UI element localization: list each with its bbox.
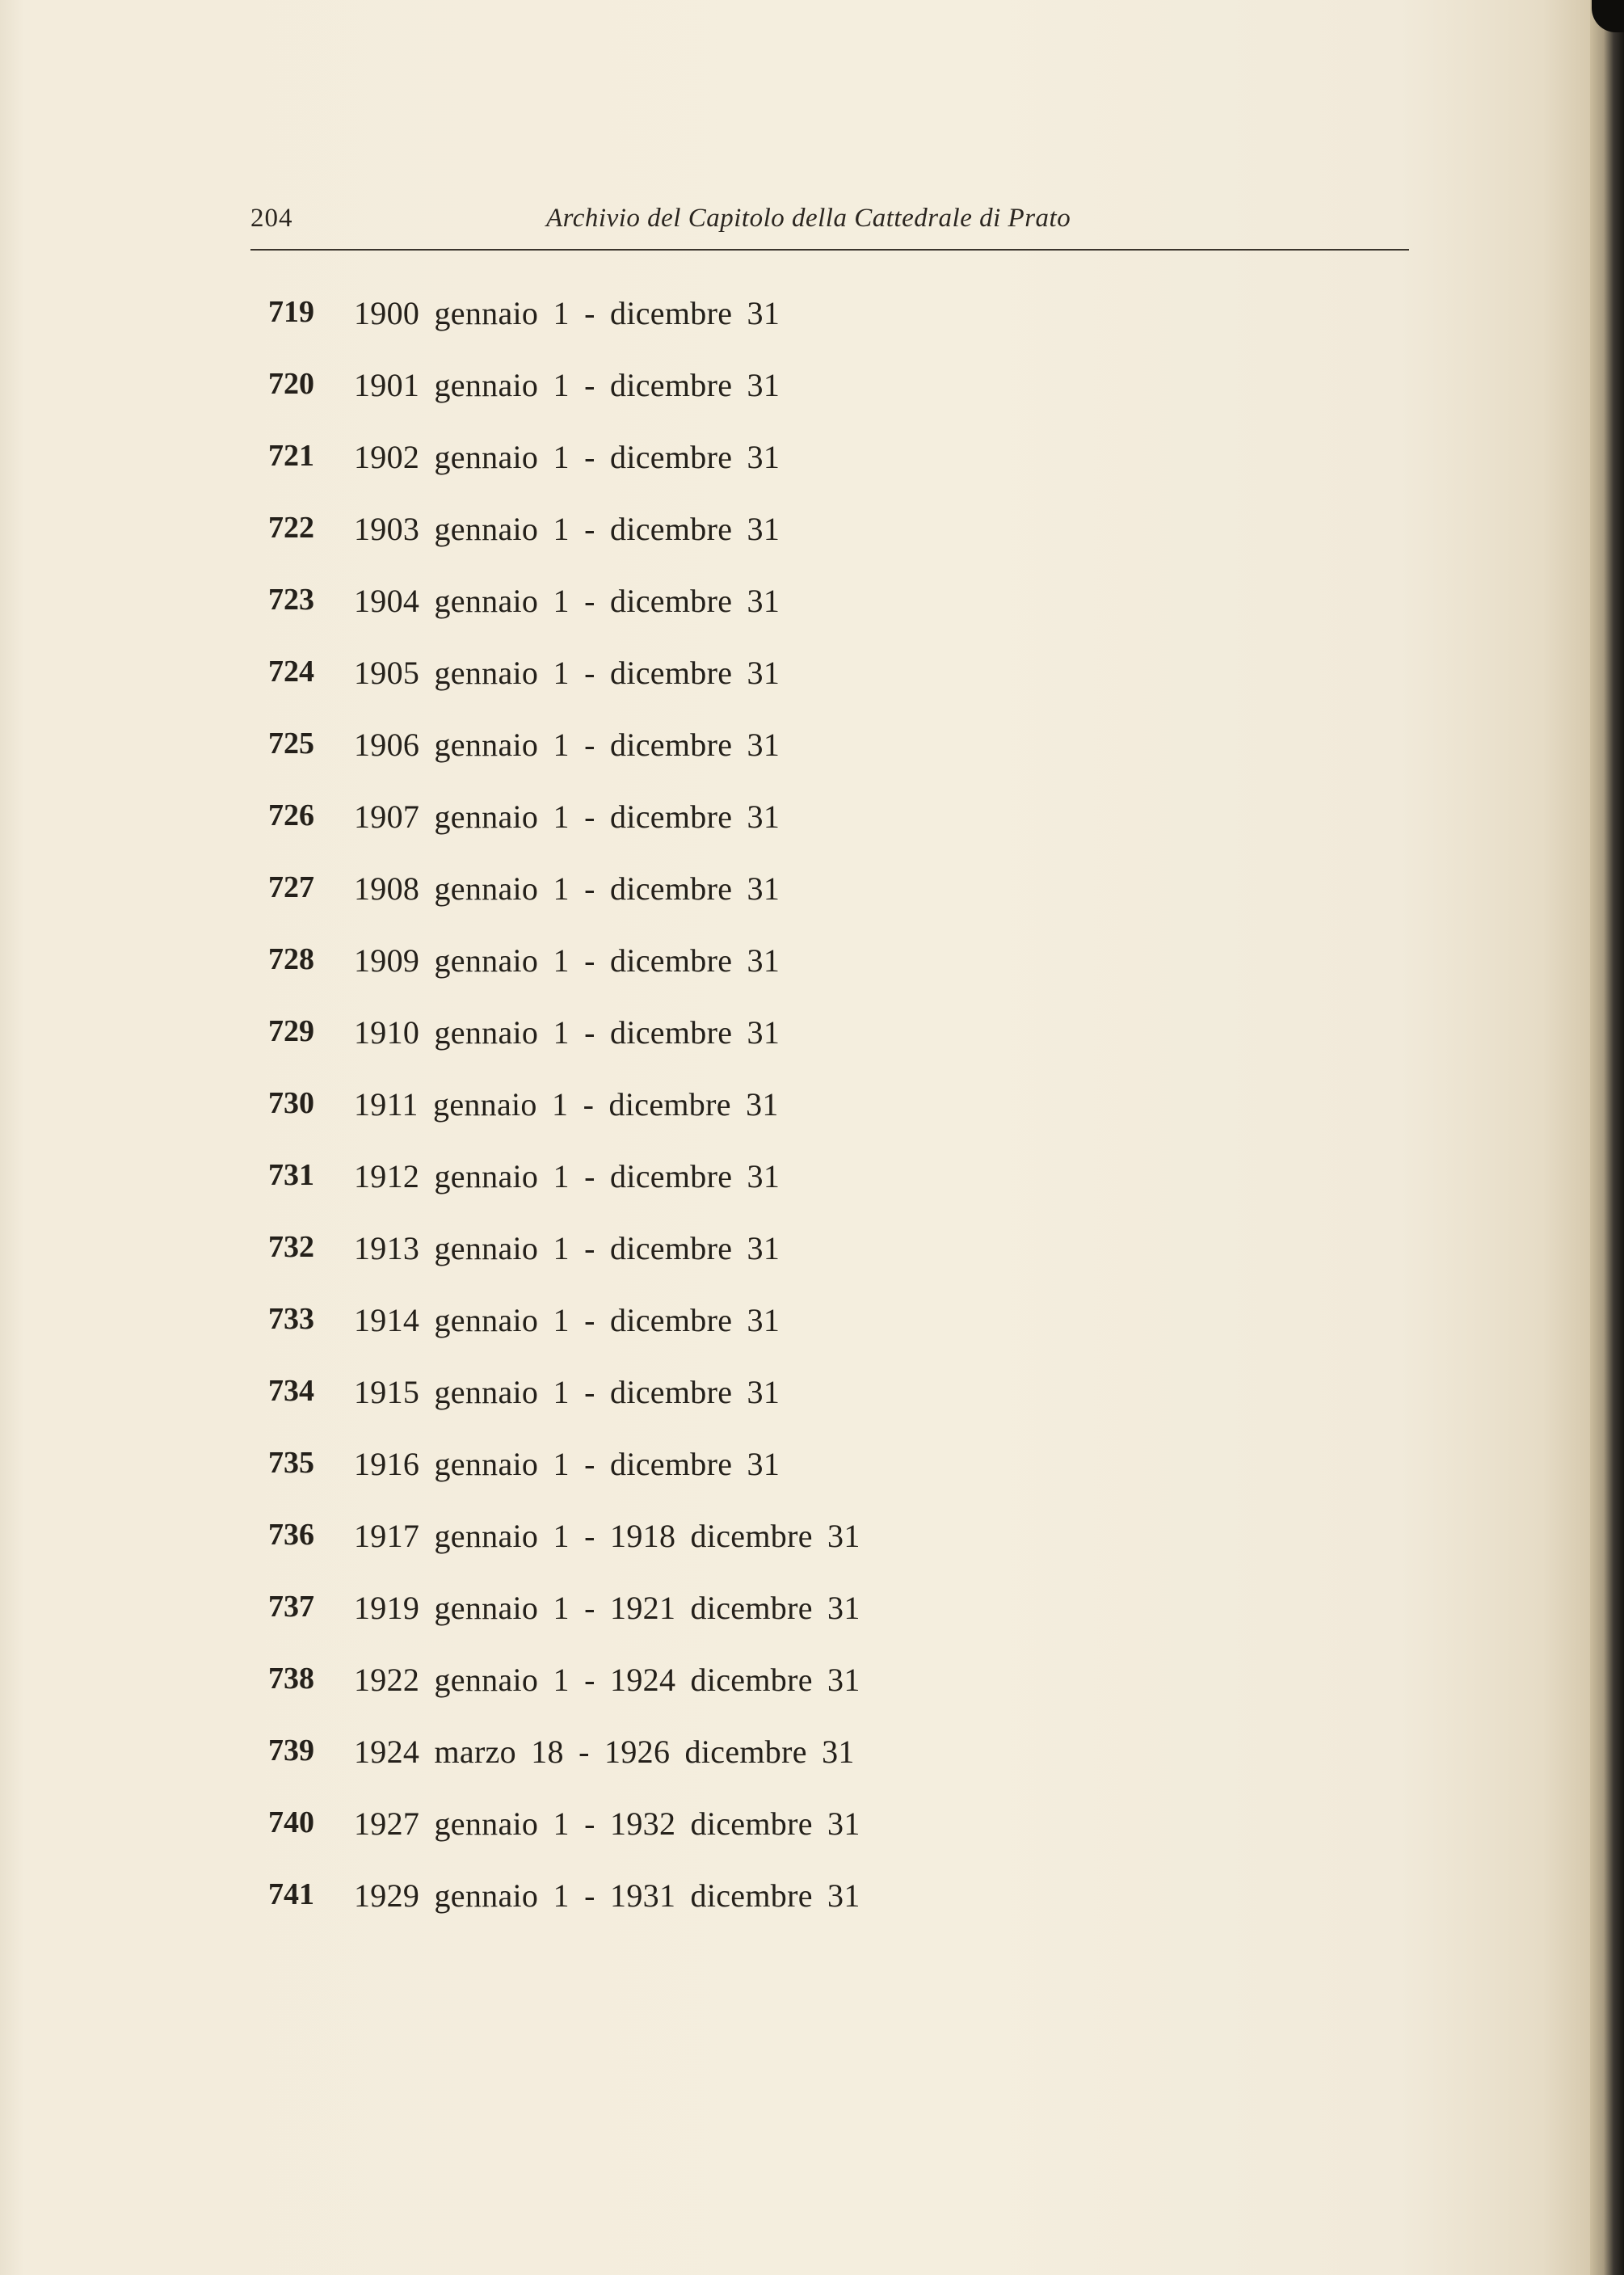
entry-number: 739 bbox=[268, 1734, 314, 1767]
entry-date-range: 1929 gennaio 1 - 1931 dicembre 31 bbox=[354, 1877, 860, 1914]
entry-number: 736 bbox=[268, 1518, 314, 1552]
entry-number: 725 bbox=[268, 727, 314, 760]
entry-date-range: 1919 gennaio 1 - 1921 dicembre 31 bbox=[354, 1590, 860, 1626]
entry-number: 719 bbox=[268, 295, 314, 329]
entry-date-range: 1904 gennaio 1 - dicembre 31 bbox=[354, 583, 780, 619]
entry-number: 728 bbox=[268, 942, 314, 976]
entry-date-range: 1907 gennaio 1 - dicembre 31 bbox=[354, 798, 780, 835]
entry-date-range: 1917 gennaio 1 - 1918 dicembre 31 bbox=[354, 1518, 860, 1554]
entry-date-range: 1913 gennaio 1 - dicembre 31 bbox=[354, 1230, 780, 1266]
running-title: Archivio del Capitolo della Cattedrale di Prato bbox=[546, 204, 1071, 233]
entry-date-range: 1912 gennaio 1 - dicembre 31 bbox=[354, 1158, 780, 1194]
page-number: 204 bbox=[250, 204, 293, 233]
entry-number: 730 bbox=[268, 1086, 314, 1120]
entry-number: 737 bbox=[268, 1590, 314, 1624]
entry-number: 733 bbox=[268, 1302, 314, 1336]
entry-number: 723 bbox=[268, 583, 314, 617]
entry-number: 732 bbox=[268, 1230, 314, 1264]
page-header bbox=[250, 204, 1409, 251]
book-spine-edge bbox=[1590, 0, 1624, 2275]
entry-number: 727 bbox=[268, 870, 314, 904]
entry-number: 731 bbox=[268, 1158, 314, 1192]
entry-date-range: 1908 gennaio 1 - dicembre 31 bbox=[354, 870, 780, 907]
entry-date-range: 1906 gennaio 1 - dicembre 31 bbox=[354, 727, 780, 763]
entry-date-range: 1922 gennaio 1 - 1924 dicembre 31 bbox=[354, 1662, 860, 1698]
entry-number: 720 bbox=[268, 367, 314, 401]
entry-number: 734 bbox=[268, 1374, 314, 1408]
entry-date-range: 1900 gennaio 1 - dicembre 31 bbox=[354, 295, 780, 331]
entry-date-range: 1915 gennaio 1 - dicembre 31 bbox=[354, 1374, 780, 1410]
entry-date-range: 1911 gennaio 1 - dicembre 31 bbox=[354, 1086, 779, 1123]
entry-number: 735 bbox=[268, 1446, 314, 1480]
entry-number: 726 bbox=[268, 798, 314, 832]
entry-date-range: 1927 gennaio 1 - 1932 dicembre 31 bbox=[354, 1805, 860, 1842]
entry-date-range: 1916 gennaio 1 - dicembre 31 bbox=[354, 1446, 780, 1482]
entry-number: 741 bbox=[268, 1877, 314, 1911]
entry-date-range: 1902 gennaio 1 - dicembre 31 bbox=[354, 439, 780, 475]
entry-date-range: 1914 gennaio 1 - dicembre 31 bbox=[354, 1302, 780, 1338]
entry-number: 722 bbox=[268, 511, 314, 545]
entry-number: 738 bbox=[268, 1662, 314, 1696]
entry-date-range: 1909 gennaio 1 - dicembre 31 bbox=[354, 942, 780, 979]
entry-number: 724 bbox=[268, 655, 314, 689]
entry-date-range: 1905 gennaio 1 - dicembre 31 bbox=[354, 655, 780, 691]
entry-date-range: 1903 gennaio 1 - dicembre 31 bbox=[354, 511, 780, 547]
entry-number: 740 bbox=[268, 1805, 314, 1839]
entry-number: 721 bbox=[268, 439, 314, 473]
entry-number: 729 bbox=[268, 1014, 314, 1048]
entry-date-range: 1924 marzo 18 - 1926 dicembre 31 bbox=[354, 1734, 855, 1770]
entry-date-range: 1901 gennaio 1 - dicembre 31 bbox=[354, 367, 780, 403]
entry-date-range: 1910 gennaio 1 - dicembre 31 bbox=[354, 1014, 780, 1051]
